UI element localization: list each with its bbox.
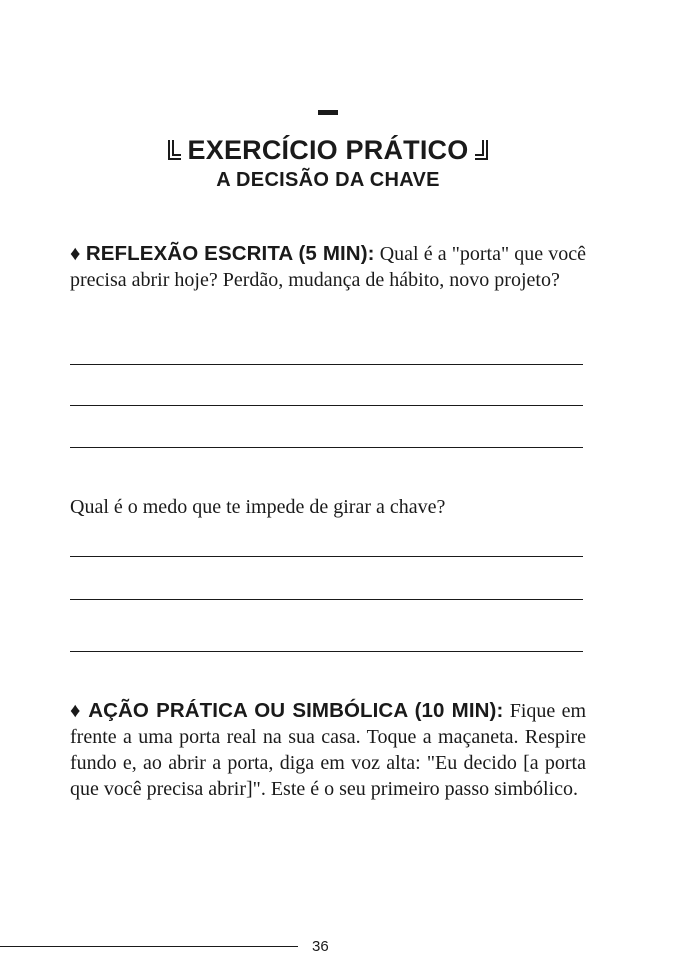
written-reflection-paragraph xyxy=(70,241,586,293)
practical-action-text: Fique em frente a uma porta real na sua casa. Toque a maçaneta. Respire fundo e, ao abrir a porta, diga em voz alta: "Eu decido [a porta que você precisa abrir]". Este é o seu primeiro passo simbólico. xyxy=(70,700,587,800)
practical-action-heading: AÇÃO PRÁTICA OU SIMBÓLICA (10 MIN): xyxy=(88,699,504,722)
written-reflection-question: Qual é a "porta" que você precisa abrir hoje? Perdão, mudança de hábito, novo projeto? xyxy=(70,243,587,291)
bullet-diamond-icon: ♦ xyxy=(70,242,81,265)
page-subtitle: A DECISÃO DA CHAVE xyxy=(216,169,440,191)
bullet-diamond-icon: ♦ xyxy=(70,699,82,722)
answer-line[interactable] xyxy=(70,556,583,557)
practical-action-paragraph xyxy=(70,698,586,802)
corner-bracket-right-icon xyxy=(474,140,488,160)
title-dash-ornament xyxy=(318,110,338,115)
written-reflection-heading: REFLEXÃO ESCRITA (5 MIN): xyxy=(85,242,375,265)
page-title: EXERCÍCIO PRÁTICO xyxy=(187,135,469,165)
answer-line[interactable] xyxy=(70,599,583,600)
page-number: 36 xyxy=(312,938,329,955)
answer-line[interactable] xyxy=(70,405,583,406)
answer-line[interactable] xyxy=(70,364,583,365)
footer-rule xyxy=(0,946,298,947)
answer-line[interactable] xyxy=(70,447,583,448)
answer-line[interactable] xyxy=(70,651,583,652)
corner-bracket-left-icon xyxy=(168,140,182,160)
fear-question: Qual é o medo que te impede de girar a chave? xyxy=(70,496,446,518)
title-row xyxy=(0,133,656,167)
